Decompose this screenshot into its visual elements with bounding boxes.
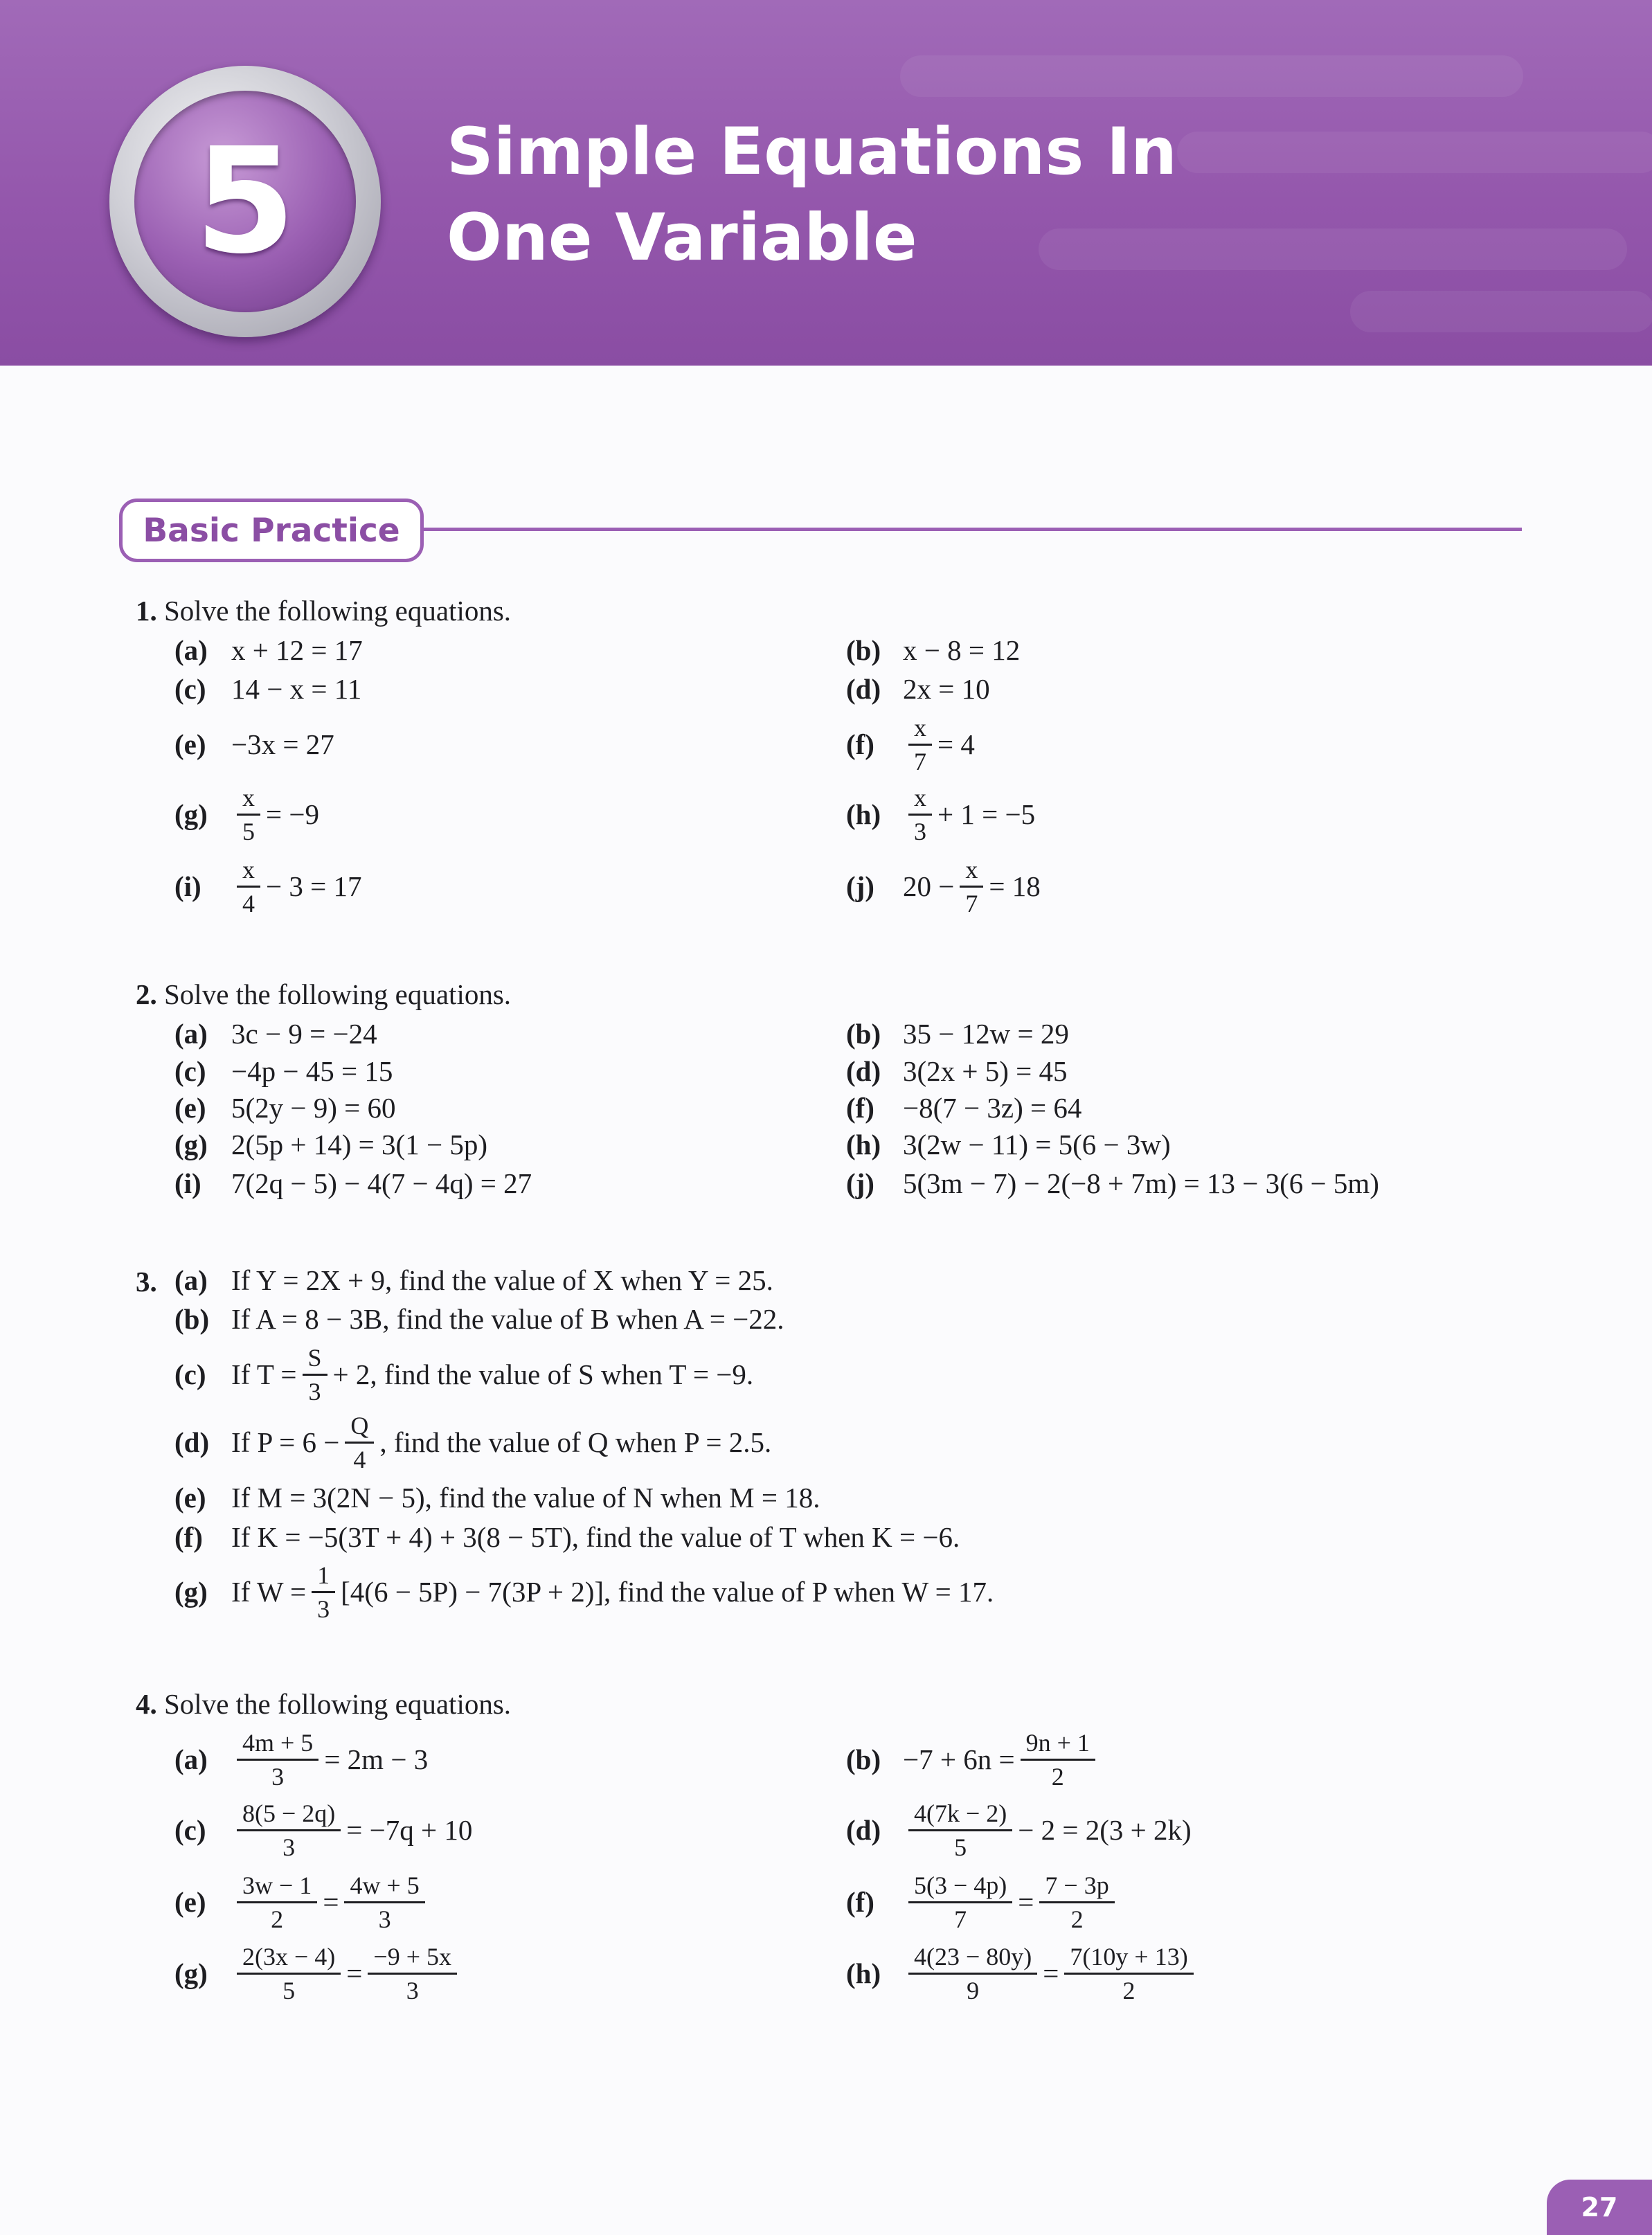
item-expression xyxy=(231,1410,771,1475)
question-2-item xyxy=(846,1050,1068,1092)
expression-text: If W = xyxy=(231,1576,307,1608)
fraction xyxy=(303,1342,327,1408)
fraction-denominator: 3 xyxy=(282,1833,296,1861)
expression-text: = xyxy=(1018,1886,1034,1918)
fraction-denominator: 5 xyxy=(282,1976,296,2004)
question-4-item xyxy=(174,1799,473,1861)
item-label: (f) xyxy=(846,728,874,760)
item-label: (f) xyxy=(174,1521,203,1553)
item-expression xyxy=(231,1869,431,1935)
item-expression xyxy=(903,1091,1081,1124)
expression-text: = −7q + 10 xyxy=(346,1814,473,1846)
item-label: (f) xyxy=(846,1886,874,1918)
item-label: (e) xyxy=(174,1092,206,1124)
question-4-item xyxy=(846,1728,1101,1790)
question-instruction: Solve the following equations. xyxy=(164,978,512,1010)
item-label: (d) xyxy=(846,1814,881,1846)
fraction-denominator: 3 xyxy=(406,1976,419,2004)
fraction-numerator: 2(3x − 4) xyxy=(237,1941,341,1975)
fraction-numerator: 5(3 − 4p) xyxy=(908,1869,1012,1903)
expression-text: If P = 6 − xyxy=(231,1426,340,1458)
item-label: (j) xyxy=(846,1167,874,1199)
item-label: (j) xyxy=(846,870,874,902)
item-label: (c) xyxy=(174,1055,206,1087)
fraction xyxy=(908,1797,1012,1863)
item-expression xyxy=(231,1941,463,2007)
fraction-denominator: 4 xyxy=(242,889,255,917)
item-expression xyxy=(903,1128,1171,1161)
fraction-numerator: 4m + 5 xyxy=(237,1727,318,1761)
item-label: (h) xyxy=(846,1957,881,1989)
fraction-numerator: 9n + 1 xyxy=(1021,1727,1095,1761)
item-expression xyxy=(231,1797,472,1863)
question-1-item xyxy=(174,629,363,671)
expression-text: −3x = 27 xyxy=(231,728,334,760)
item-label: (c) xyxy=(174,1814,206,1846)
item-label: (d) xyxy=(174,1426,210,1458)
item-expression xyxy=(231,1302,784,1336)
question-4-item xyxy=(174,1871,431,1933)
question-3-heading xyxy=(136,1265,157,1298)
item-expression xyxy=(903,1727,1101,1793)
expression-text: 5(3m − 7) − 2(−8 + 7m) = 13 − 3(6 − 5m) xyxy=(903,1167,1379,1199)
expression-text: − 3 = 17 xyxy=(266,870,362,902)
item-expression xyxy=(903,1941,1199,2007)
item-label: (g) xyxy=(174,1957,208,1989)
item-label: (a) xyxy=(174,634,208,666)
fraction-numerator: x xyxy=(908,782,932,816)
question-1-item xyxy=(846,629,1020,671)
expression-text: 20 − xyxy=(903,870,955,902)
expression-text: −4p − 45 = 15 xyxy=(231,1055,393,1087)
expression-text: 2x = 10 xyxy=(903,673,990,705)
question-1-item xyxy=(846,783,1036,845)
fraction-numerator: −9 + 5x xyxy=(368,1941,457,1975)
question-3-item xyxy=(174,1298,784,1340)
item-expression xyxy=(903,1869,1120,1935)
question-2-item xyxy=(174,1124,487,1165)
fraction-denominator: 7 xyxy=(954,1905,967,1933)
item-expression xyxy=(231,1128,487,1161)
expression-text: 3c − 9 = −24 xyxy=(231,1018,377,1050)
fraction-numerator: x xyxy=(908,712,932,746)
question-number: 1. xyxy=(136,595,157,627)
item-label: (d) xyxy=(846,1055,881,1087)
item-label: (b) xyxy=(846,634,881,666)
question-2-item xyxy=(174,1013,377,1054)
fraction-numerator: 3w − 1 xyxy=(237,1869,317,1903)
question-2-item xyxy=(174,1163,532,1204)
expression-text: = xyxy=(346,1957,363,1989)
item-label: (a) xyxy=(174,1743,208,1775)
fraction-numerator: 8(5 − 2q) xyxy=(237,1797,341,1831)
item-expression xyxy=(231,672,361,706)
expression-text: 3(2w − 11) = 5(6 − 3w) xyxy=(903,1129,1171,1160)
expression-text: − 2 = 2(3 + 2k) xyxy=(1018,1814,1192,1846)
fraction-denominator: 2 xyxy=(1122,1976,1135,2004)
fraction xyxy=(237,1941,341,2007)
fraction-numerator: 4(23 − 80y) xyxy=(908,1941,1037,1975)
question-1-item xyxy=(846,713,975,775)
expression-text: x + 12 = 17 xyxy=(231,634,363,666)
question-4-item xyxy=(846,1799,1192,1861)
fraction xyxy=(1064,1941,1193,2007)
expression-text: −8(7 − 3z) = 64 xyxy=(903,1092,1082,1124)
item-expression xyxy=(903,1017,1069,1050)
question-number: 2. xyxy=(136,978,157,1010)
question-instruction: Solve the following equations. xyxy=(164,1688,512,1720)
fraction xyxy=(1039,1869,1114,1935)
item-expression xyxy=(903,672,990,706)
expression-text: = 2m − 3 xyxy=(324,1743,429,1775)
item-expression xyxy=(231,1727,428,1793)
fraction-denominator: 5 xyxy=(954,1833,967,1861)
expression-text: If A = 8 − 3B, find the value of B when A = −22. xyxy=(231,1303,784,1335)
item-label: (b) xyxy=(174,1303,210,1335)
question-2-item xyxy=(174,1050,393,1092)
expression-text: If M = 3(2N − 5), find the value of N when M = 18. xyxy=(231,1482,820,1514)
question-number: 3. xyxy=(136,1266,157,1298)
item-expression xyxy=(231,728,334,761)
expression-text: 3(2x + 5) = 45 xyxy=(903,1055,1068,1087)
question-3-item xyxy=(174,1561,994,1623)
question-2-item xyxy=(846,1163,1379,1204)
fraction-numerator: S xyxy=(303,1342,327,1376)
item-label: (b) xyxy=(846,1018,881,1050)
question-instruction: Solve the following equations. xyxy=(164,595,512,627)
fraction xyxy=(237,1869,317,1935)
fraction-numerator: x xyxy=(237,854,260,888)
item-label: (a) xyxy=(174,1018,208,1050)
expression-text: x − 8 = 12 xyxy=(903,634,1021,666)
question-4-item xyxy=(846,1942,1199,2004)
question-4-heading xyxy=(136,1687,511,1721)
item-label: (a) xyxy=(174,1264,208,1296)
fraction-denominator: 3 xyxy=(271,1762,285,1790)
item-label: (e) xyxy=(174,728,206,760)
question-2-item xyxy=(174,1087,396,1129)
expression-text: −7 + 6n = xyxy=(903,1743,1015,1775)
fraction-numerator: x xyxy=(237,782,260,816)
fraction xyxy=(312,1559,335,1625)
question-3-item xyxy=(174,1259,773,1301)
item-expression xyxy=(231,634,363,667)
expression-text: If Y = 2X + 9, find the value of X when Y = 25. xyxy=(231,1264,773,1296)
fraction-numerator: Q xyxy=(345,1410,374,1444)
fraction xyxy=(237,782,260,847)
question-4-item xyxy=(846,1871,1120,1933)
fraction xyxy=(345,1410,374,1475)
question-4-item xyxy=(174,1728,429,1790)
question-2-item xyxy=(846,1013,1069,1054)
fraction-denominator: 2 xyxy=(1070,1905,1084,1933)
fraction-denominator: 7 xyxy=(914,747,926,775)
question-2-heading xyxy=(136,978,511,1011)
question-number: 4. xyxy=(136,1688,157,1720)
section-title: Basic Practice xyxy=(119,499,424,562)
page-number: 27 xyxy=(1547,2180,1652,2235)
question-4-item xyxy=(174,1942,463,2004)
fraction xyxy=(237,854,260,919)
fraction-denominator: 3 xyxy=(317,1595,330,1623)
fraction xyxy=(1021,1727,1095,1793)
fraction-numerator: 4w + 5 xyxy=(344,1869,424,1903)
fraction xyxy=(960,854,983,919)
item-label: (e) xyxy=(174,1886,206,1918)
expression-text: If T = xyxy=(231,1358,297,1390)
expression-text: [4(6 − 5P) − 7(3P + 2)], find the value of P when W = 17. xyxy=(341,1576,994,1608)
fraction xyxy=(908,1869,1012,1935)
item-expression xyxy=(231,854,362,919)
fraction-denominator: 3 xyxy=(914,817,926,845)
item-expression xyxy=(231,1520,960,1554)
item-label: (d) xyxy=(846,673,881,705)
item-expression xyxy=(231,1481,820,1514)
fraction xyxy=(344,1869,424,1935)
expression-text: 35 − 12w = 29 xyxy=(903,1018,1069,1050)
item-expression xyxy=(231,1167,532,1200)
item-expression xyxy=(231,1017,377,1050)
fraction-denominator: 3 xyxy=(308,1377,321,1406)
item-expression xyxy=(231,1054,393,1088)
fraction xyxy=(237,1727,318,1793)
item-label: (b) xyxy=(846,1743,881,1775)
question-1-item xyxy=(846,855,1041,917)
expression-text: 5(2y − 9) = 60 xyxy=(231,1092,396,1124)
fraction-denominator: 9 xyxy=(967,1976,980,2004)
expression-text: If K = −5(3T + 4) + 3(8 − 5T), find the value of T when K = −6. xyxy=(231,1521,960,1553)
expression-text: = 4 xyxy=(937,728,975,760)
question-3-item xyxy=(174,1516,960,1558)
question-3-item xyxy=(174,1411,772,1473)
fraction xyxy=(908,1941,1037,2007)
expression-text: , find the value of Q when P = 2.5. xyxy=(379,1426,772,1458)
fraction xyxy=(908,782,932,847)
fraction-numerator: 1 xyxy=(312,1559,335,1593)
item-label: (i) xyxy=(174,1167,201,1199)
item-label: (h) xyxy=(846,798,881,830)
question-1-item xyxy=(174,668,361,710)
item-expression xyxy=(903,1167,1379,1200)
item-label: (c) xyxy=(174,673,206,705)
item-expression xyxy=(903,634,1020,667)
question-3-item xyxy=(174,1343,754,1406)
fraction-numerator: 7 − 3p xyxy=(1039,1869,1114,1903)
item-label: (g) xyxy=(174,798,208,830)
item-label: (e) xyxy=(174,1482,206,1514)
fraction-denominator: 2 xyxy=(1051,1762,1064,1790)
fraction-denominator: 7 xyxy=(965,889,978,917)
expression-text: 14 − x = 11 xyxy=(231,673,362,705)
chapter-title-line-1: Simple Equations In xyxy=(447,114,1177,190)
question-1-item xyxy=(174,724,334,765)
fraction-denominator: 4 xyxy=(353,1445,366,1473)
fraction-numerator: 7(10y + 13) xyxy=(1064,1941,1193,1975)
item-label: (h) xyxy=(846,1129,881,1160)
item-label: (f) xyxy=(846,1092,874,1124)
expression-text: 2(5p + 14) = 3(1 − 5p) xyxy=(231,1129,487,1160)
item-expression xyxy=(231,1264,773,1297)
item-label: (g) xyxy=(174,1576,208,1608)
item-expression xyxy=(231,1342,753,1408)
item-expression xyxy=(231,782,319,847)
question-1-item xyxy=(846,668,990,710)
item-label: (c) xyxy=(174,1358,206,1390)
question-2-item xyxy=(846,1087,1081,1129)
fraction-numerator: x xyxy=(960,854,983,888)
item-expression xyxy=(903,1054,1068,1088)
expression-text: = xyxy=(1043,1957,1059,1989)
expression-text: + 1 = −5 xyxy=(937,798,1036,830)
fraction xyxy=(368,1941,457,2007)
expression-text: 7(2q − 5) − 4(7 − 4q) = 27 xyxy=(231,1167,532,1199)
expression-text: = xyxy=(323,1886,339,1918)
expression-text: = −9 xyxy=(266,798,319,830)
fraction xyxy=(908,712,932,778)
question-3-item xyxy=(174,1477,820,1518)
chapter-number: 5 xyxy=(194,116,296,286)
question-1-item xyxy=(174,855,362,917)
expression-text: + 2, find the value of S when T = −9. xyxy=(332,1358,754,1390)
fraction-denominator: 5 xyxy=(242,817,255,845)
item-expression xyxy=(903,712,975,778)
question-2-item xyxy=(846,1124,1171,1165)
fraction xyxy=(237,1797,341,1863)
question-1-item xyxy=(174,783,319,845)
fraction-denominator: 2 xyxy=(271,1905,284,1933)
item-expression xyxy=(231,1091,396,1124)
item-expression xyxy=(903,854,1041,919)
question-1-heading xyxy=(136,594,511,627)
item-label: (i) xyxy=(174,870,201,902)
expression-text: = 18 xyxy=(989,870,1041,902)
fraction-numerator: 4(7k − 2) xyxy=(908,1797,1012,1831)
item-expression xyxy=(231,1559,994,1625)
item-expression xyxy=(903,782,1035,847)
item-label: (g) xyxy=(174,1129,208,1160)
fraction-denominator: 3 xyxy=(378,1905,391,1933)
item-expression xyxy=(903,1797,1192,1863)
chapter-title-line-2: One Variable xyxy=(447,200,917,276)
